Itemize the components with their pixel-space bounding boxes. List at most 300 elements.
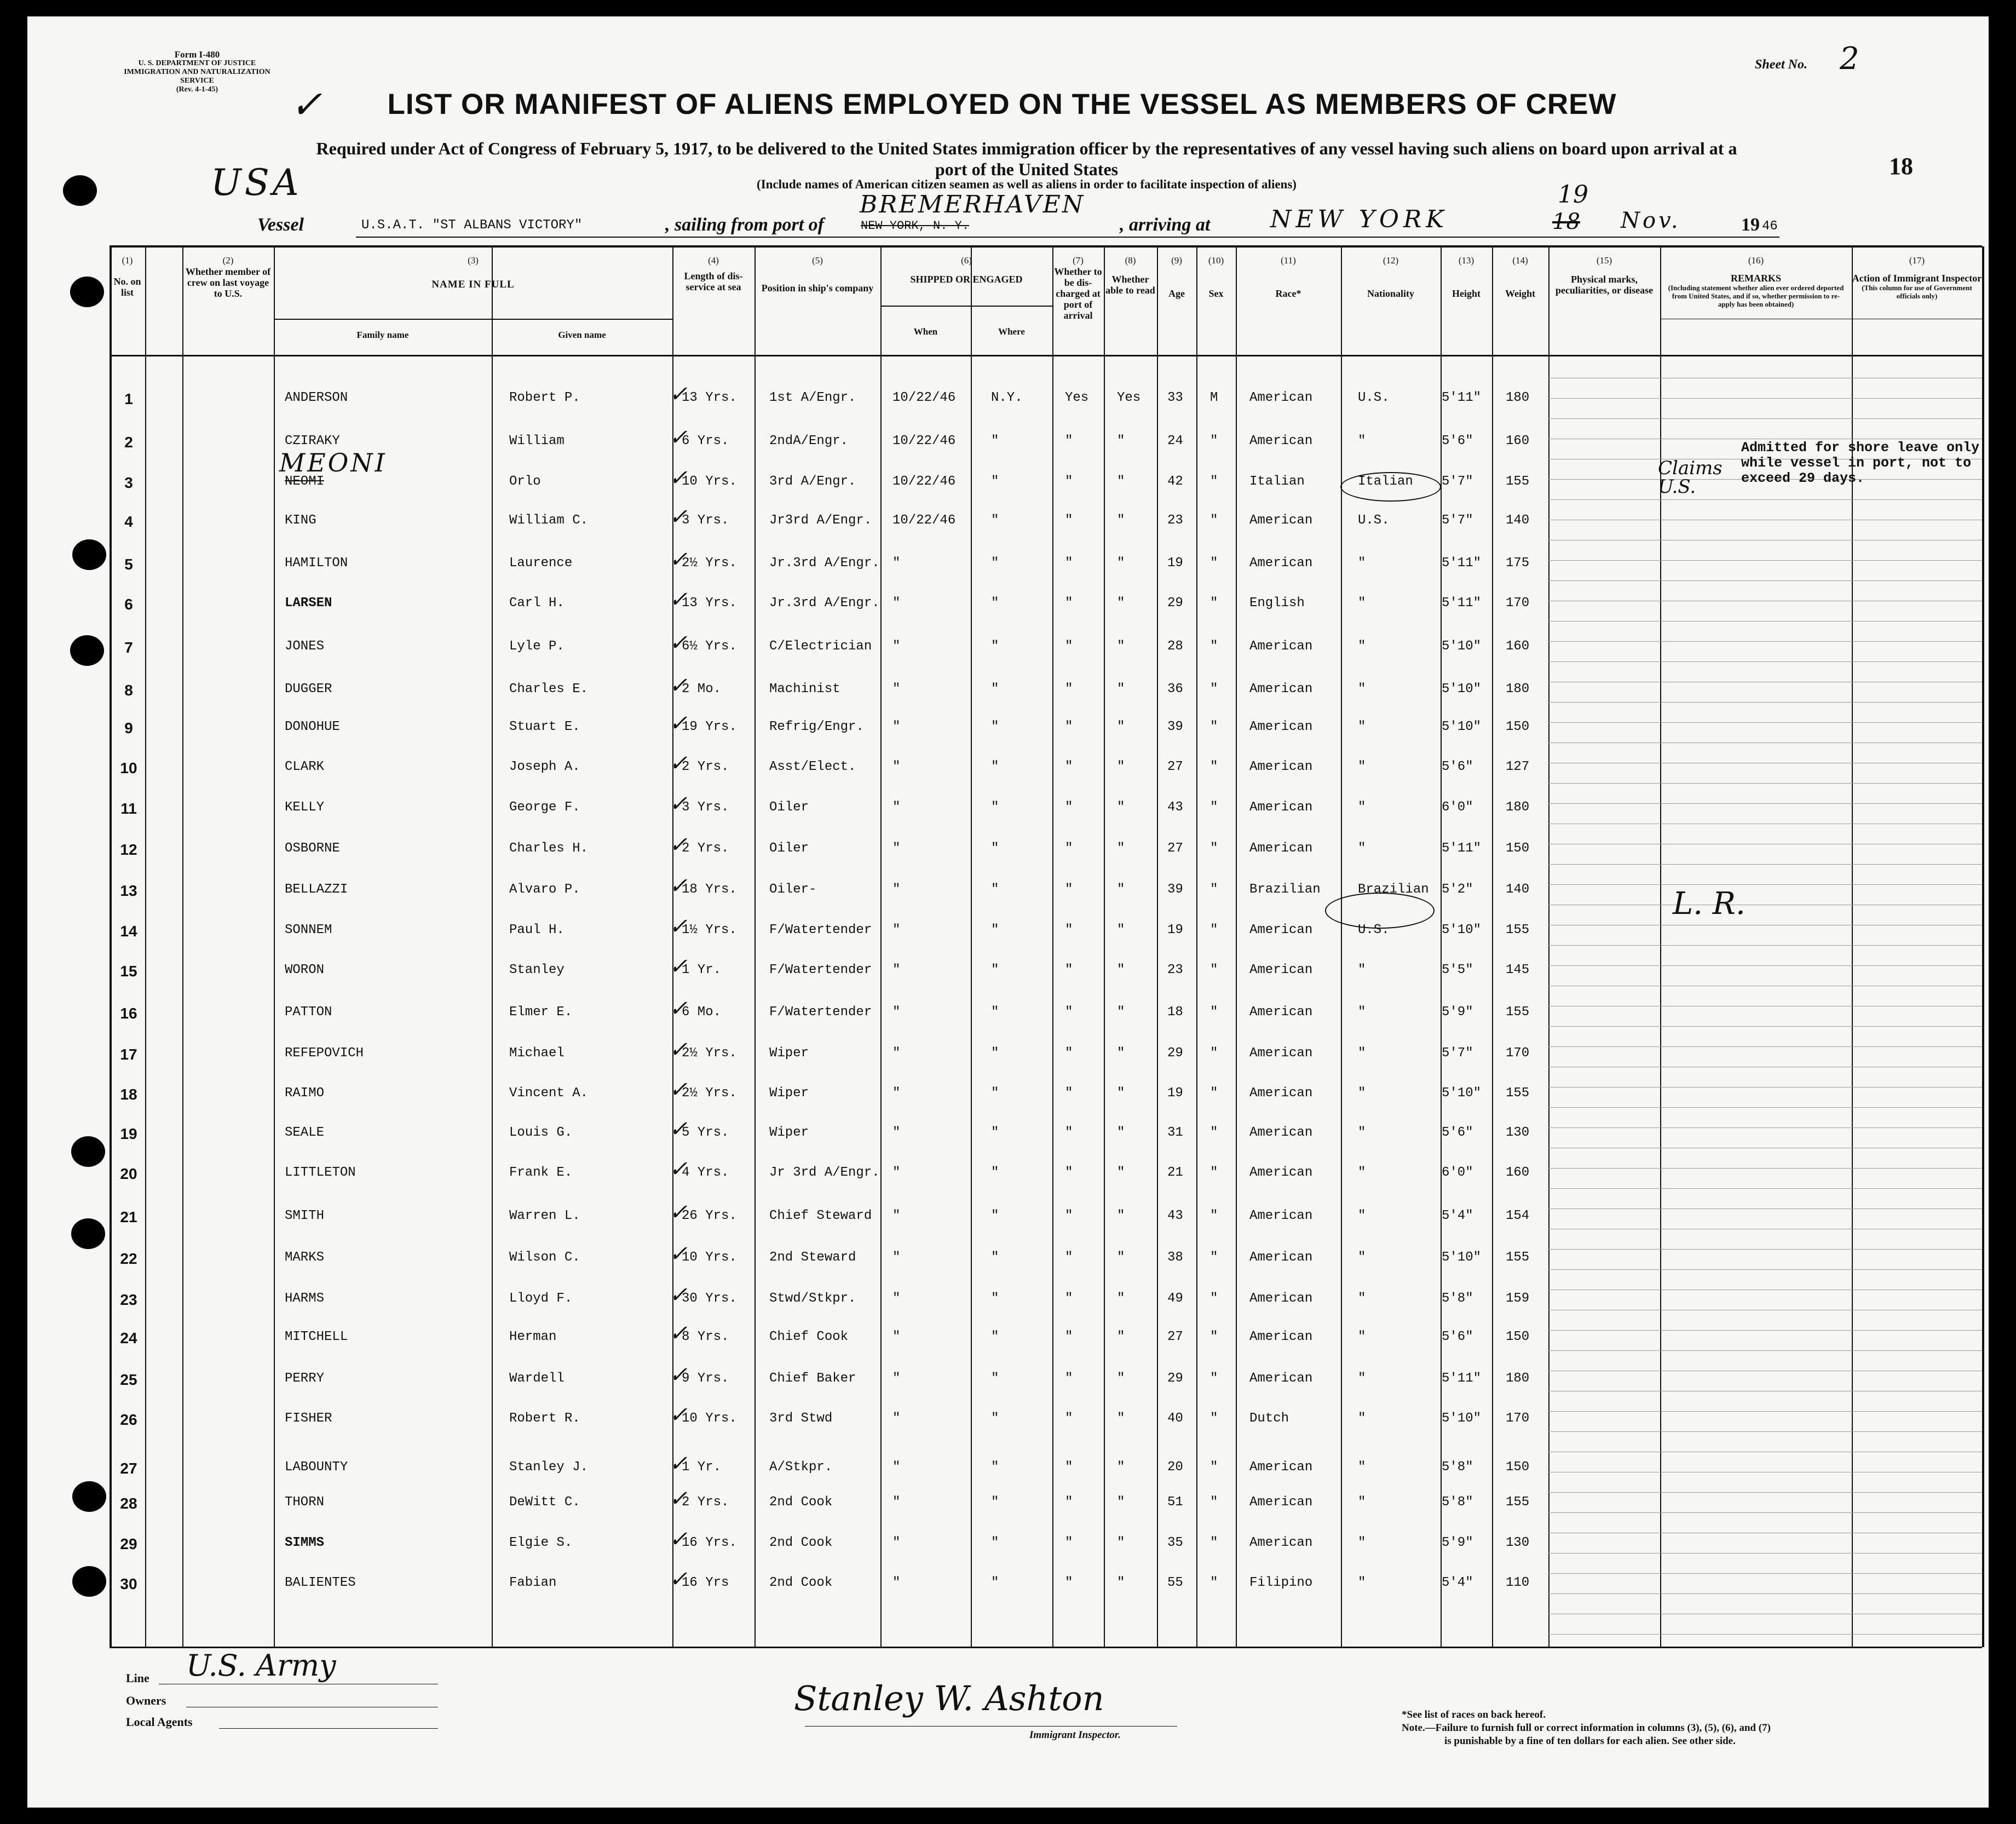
ruling-line <box>1548 1634 1982 1635</box>
sex: " <box>1210 1209 1218 1223</box>
position: Oiler <box>769 841 809 856</box>
able-to-read: " <box>1117 1291 1125 1306</box>
check-mark: ✓ <box>669 1402 688 1428</box>
weight: 145 <box>1506 963 1530 977</box>
height: 5'2" <box>1442 882 1473 897</box>
service-length: 4 Yrs. <box>682 1165 729 1180</box>
line-handwritten: U.S. Army <box>186 1648 336 1683</box>
sex: " <box>1210 720 1218 734</box>
given-name: DeWitt C. <box>509 1495 580 1510</box>
col-14-header: (14) Weight <box>1505 255 1535 299</box>
row-number: 22 <box>120 1250 137 1267</box>
shore-leave-line-3: exceed 29 days. <box>1741 470 1865 486</box>
shipped-where: " <box>991 682 999 697</box>
family-name: SEALE <box>285 1125 325 1140</box>
able-to-read: " <box>1117 1209 1125 1223</box>
height: 5'6" <box>1442 759 1473 774</box>
sailing-port-typed: NEW YORK, N. Y. <box>861 219 970 233</box>
check-mark: ✓ <box>669 1567 688 1592</box>
given-name: Stanley <box>509 963 565 977</box>
arrival-year-prefix: 19 <box>1741 215 1760 235</box>
check-mark: ✓ <box>669 914 688 939</box>
position: F/Watertender <box>769 923 872 937</box>
age: 36 <box>1167 682 1183 697</box>
sex: " <box>1210 556 1218 571</box>
height: 5'11" <box>1442 841 1482 856</box>
arrival-month: Nov. <box>1621 208 1681 233</box>
nationality: " <box>1358 759 1366 774</box>
height: 5'6" <box>1442 1330 1473 1344</box>
height: 5'7" <box>1442 1046 1473 1061</box>
column-rule <box>754 246 756 1647</box>
given-name: Carl H. <box>509 596 565 611</box>
check-mark: ✓ <box>669 1241 688 1267</box>
able-to-read: " <box>1117 1250 1125 1265</box>
nationality: " <box>1358 1460 1366 1475</box>
column-rule <box>1196 246 1197 1647</box>
service-length: 1 Yr. <box>682 963 722 977</box>
given-name: Warren L. <box>509 1209 580 1223</box>
column-rule <box>492 246 493 1647</box>
shipped-where: " <box>991 923 999 937</box>
inspector-signature: Stanley W. Ashton <box>794 1678 1104 1718</box>
shipped-when: 10/22/46 <box>892 390 956 405</box>
check-mark: ✓ <box>669 996 688 1021</box>
weight: 170 <box>1506 1411 1530 1426</box>
column-rule <box>880 246 882 1647</box>
position: 2nd Cook <box>769 1575 833 1590</box>
age: 55 <box>1167 1575 1183 1590</box>
shipped-when: " <box>892 923 901 937</box>
column-rule <box>672 246 673 1647</box>
race: Dutch <box>1249 1411 1289 1426</box>
col-5-header: (5) Position in ship's company <box>761 255 874 294</box>
race: American <box>1249 841 1313 856</box>
able-to-read: " <box>1117 596 1125 611</box>
row-number: 16 <box>120 1005 137 1022</box>
col-6b-header: Where <box>998 326 1025 337</box>
punch-hole <box>70 635 104 666</box>
family-name: HAMILTON <box>285 556 348 571</box>
footnote-penalty-2: is punishable by a fine of ten dollars for each alien. See other side. <box>1444 1735 1736 1747</box>
check-mark: ✓ <box>669 791 688 816</box>
shipped-where: " <box>991 1209 999 1223</box>
age: 28 <box>1167 639 1183 654</box>
service-length: 2½ Yrs. <box>682 1086 737 1101</box>
shipped-when: " <box>892 1125 901 1140</box>
arriving-port: NEW YORK <box>1270 205 1448 233</box>
discharged-flag: " <box>1065 759 1073 774</box>
given-name: Robert R. <box>509 1411 580 1426</box>
able-to-read: " <box>1117 1371 1125 1386</box>
position: F/Watertender <box>769 963 872 977</box>
form-department: U. S. DEPARTMENT OF JUSTICE <box>138 59 256 67</box>
shipped-when: 10/22/46 <box>892 474 956 489</box>
age: 19 <box>1167 1086 1183 1101</box>
surname-correction: MEONI <box>279 448 387 477</box>
service-length: 10 Yrs. <box>682 1250 737 1265</box>
col-7-header: (7) Whether to be dis-charged at port of arrival <box>1054 255 1102 321</box>
family-name: HARMS <box>285 1291 325 1306</box>
sex: " <box>1210 596 1218 611</box>
sex: " <box>1210 841 1218 856</box>
position: 2nd Cook <box>769 1495 833 1510</box>
discharged-flag: " <box>1065 434 1073 448</box>
check-mark: ✓ <box>669 954 688 979</box>
sex: " <box>1210 513 1218 528</box>
position: 1st A/Engr. <box>769 390 856 405</box>
age: 29 <box>1167 596 1183 611</box>
column-rule <box>1441 246 1442 1647</box>
col-6a-header: When <box>913 326 938 337</box>
column-rule <box>1982 246 1984 1647</box>
nationality-circle-italian <box>1340 472 1441 502</box>
family-name: KING <box>285 513 316 528</box>
column-rule <box>1548 246 1550 1647</box>
given-name: Vincent A. <box>509 1086 589 1101</box>
service-length: 9 Yrs. <box>682 1371 729 1386</box>
family-name: THORN <box>285 1495 325 1510</box>
age: 42 <box>1167 474 1183 489</box>
sheet-number-label: Sheet No. <box>1755 57 1807 72</box>
able-to-read: " <box>1117 759 1125 774</box>
check-mark: ✓ <box>669 1117 688 1142</box>
race: American <box>1249 923 1313 937</box>
discharged-flag: " <box>1065 1125 1073 1140</box>
row-number: 30 <box>120 1575 137 1592</box>
punch-hole <box>71 1218 105 1249</box>
name-subheader-rule <box>274 319 672 320</box>
family-name: RAIMO <box>285 1086 325 1101</box>
shipped-when: 10/22/46 <box>892 434 956 448</box>
nationality: U.S. <box>1358 513 1390 528</box>
shipped-where: " <box>991 1005 999 1020</box>
ruling-line <box>1548 702 1982 703</box>
ruling-line <box>1548 1350 1982 1351</box>
nationality: " <box>1358 1046 1366 1061</box>
shipped-where: N.Y. <box>991 390 1023 405</box>
form-number: Form I-480 <box>174 49 220 60</box>
shore-leave-line-1: Admitted for shore leave only <box>1741 440 1980 456</box>
height: 5'11" <box>1442 596 1482 611</box>
position: 2nd Cook <box>769 1535 833 1550</box>
claims-us-note: Claims U.S. <box>1658 457 1723 498</box>
nationality: " <box>1358 1575 1366 1590</box>
race: English <box>1249 596 1305 611</box>
sex: " <box>1210 639 1218 654</box>
family-name: PERRY <box>285 1371 325 1386</box>
sex: " <box>1210 1330 1218 1344</box>
weight: 155 <box>1506 1086 1530 1101</box>
nationality: " <box>1358 841 1366 856</box>
shipped-when: " <box>892 1086 901 1101</box>
age: 31 <box>1167 1125 1183 1140</box>
shipped-where: " <box>991 1535 999 1550</box>
sex: " <box>1210 1371 1218 1386</box>
position: C/Electrician <box>769 639 872 654</box>
race: American <box>1249 1495 1313 1510</box>
service-length: 6 Yrs. <box>682 434 729 448</box>
height: 5'6" <box>1442 1125 1473 1140</box>
given-name: Charles E. <box>509 682 589 697</box>
arriving-label: , arriving at <box>1120 215 1211 235</box>
weight: 155 <box>1506 923 1530 937</box>
footnote-penalty-1: Note.—Failure to furnish full or correct information in columns (3), (5), (6), and (7) <box>1402 1722 1771 1734</box>
ruling-line <box>1548 621 1982 622</box>
shipped-where: " <box>991 882 999 897</box>
discharged-flag: " <box>1065 474 1073 489</box>
race: Filipino <box>1249 1575 1313 1590</box>
nationality-circle-brazilian <box>1325 893 1435 929</box>
service-length: 13 Yrs. <box>682 596 737 611</box>
weight: 160 <box>1506 434 1530 448</box>
service-length: 6½ Yrs. <box>682 639 737 654</box>
column-rule <box>1236 246 1237 1647</box>
ruling-line <box>1548 965 1982 966</box>
weight: 155 <box>1506 1495 1530 1510</box>
age: 27 <box>1167 841 1183 856</box>
discharged-flag: " <box>1065 800 1073 815</box>
position: Jr.3rd A/Engr. <box>769 556 880 571</box>
check-mark: ✓ <box>669 382 688 407</box>
height: 5'11" <box>1442 1371 1482 1386</box>
shipped-when: " <box>892 841 901 856</box>
row-number: 13 <box>120 882 137 899</box>
sex: " <box>1210 434 1218 448</box>
sex: " <box>1210 923 1218 937</box>
manifest-sheet <box>27 16 1989 1808</box>
sex: " <box>1210 474 1218 489</box>
family-name: REFEPOVICH <box>285 1046 364 1061</box>
footnotes <box>1402 1708 1771 1748</box>
ruling-line <box>1548 1026 1982 1027</box>
sex: " <box>1210 1495 1218 1510</box>
service-length: 6 Mo. <box>682 1005 722 1020</box>
ruling-line <box>1548 945 1982 946</box>
table-top-rule <box>110 245 1982 248</box>
ruling-line <box>1548 641 1982 642</box>
discharged-flag: " <box>1065 1535 1073 1550</box>
able-to-read: " <box>1117 1495 1125 1510</box>
ruling-line <box>1548 1168 1982 1169</box>
able-to-read: " <box>1117 639 1125 654</box>
age: 43 <box>1167 800 1183 815</box>
service-length: 18 Yrs. <box>682 882 737 897</box>
given-name: Joseph A. <box>509 759 580 774</box>
column-rule <box>1492 246 1493 1647</box>
inspector-caption: Immigrant Inspector. <box>1029 1729 1121 1741</box>
nationality: " <box>1358 1371 1366 1386</box>
ruling-line <box>1548 560 1982 561</box>
nationality: " <box>1358 1165 1366 1180</box>
shipped-when: " <box>892 963 901 977</box>
shipped-where: " <box>991 720 999 734</box>
able-to-read: " <box>1117 882 1125 897</box>
sailing-label: , sailing from port of <box>665 215 824 235</box>
height: 5'11" <box>1442 556 1482 571</box>
able-to-read: " <box>1117 800 1125 815</box>
shipped-when: " <box>892 800 901 815</box>
shipped-when: " <box>892 1005 901 1020</box>
given-name: Herman <box>509 1330 557 1344</box>
row-number: 27 <box>120 1460 137 1477</box>
nationality: U.S. <box>1358 390 1390 405</box>
race: American <box>1249 1460 1313 1475</box>
height: 5'10" <box>1442 682 1482 697</box>
row-number: 28 <box>120 1495 137 1512</box>
nationality: " <box>1358 1086 1366 1101</box>
race: American <box>1249 1086 1313 1101</box>
row-number: 26 <box>120 1411 137 1428</box>
service-length: 8 Yrs. <box>682 1330 729 1344</box>
position: Wiper <box>769 1125 809 1140</box>
able-to-read: " <box>1117 1535 1125 1550</box>
agents-underline <box>219 1728 438 1729</box>
include-note: (Include names of American citizen seamen as well as aliens in order to facilitate inspection of aliens) <box>757 177 1297 191</box>
height: 5'10" <box>1442 1250 1482 1265</box>
col-10-header: (10) Sex <box>1208 255 1224 299</box>
sex: " <box>1210 759 1218 774</box>
shipped-where: " <box>991 1411 999 1426</box>
given-name: Elmer E. <box>509 1005 573 1020</box>
shipped-where: " <box>991 963 999 977</box>
column-rule <box>1341 246 1342 1647</box>
given-name: William <box>509 434 565 448</box>
able-to-read: Yes <box>1117 390 1141 405</box>
able-to-read: " <box>1117 1165 1125 1180</box>
height: 5'5" <box>1442 963 1473 977</box>
given-name: Michael <box>509 1046 565 1061</box>
weight: 180 <box>1506 1371 1530 1386</box>
discharged-flag: " <box>1065 513 1073 528</box>
given-name: Louis G. <box>509 1125 573 1140</box>
age: 27 <box>1167 1330 1183 1344</box>
shipped-when: " <box>892 1460 901 1475</box>
family-name: WORON <box>285 963 325 977</box>
given-name: Orlo <box>509 474 541 489</box>
check-mark: ✓ <box>669 547 688 572</box>
service-length: 2 Yrs. <box>682 1495 729 1510</box>
discharged-flag: " <box>1065 1165 1073 1180</box>
row-number: 12 <box>120 841 137 858</box>
ruling-line <box>1548 884 1982 885</box>
service-length: 26 Yrs. <box>682 1209 737 1223</box>
shipped-when: " <box>892 1411 901 1426</box>
shipped-where: " <box>991 1086 999 1101</box>
race: American <box>1249 1046 1313 1061</box>
position: Refrig/Engr. <box>769 720 864 734</box>
check-mark: ✓ <box>669 465 688 491</box>
form-revision: (Rev. 4-1-45) <box>176 85 218 94</box>
shipped-where: " <box>991 474 999 489</box>
discharged-flag: " <box>1065 720 1073 734</box>
discharged-flag: " <box>1065 841 1073 856</box>
shipped-when: " <box>892 1330 901 1344</box>
punch-hole <box>72 539 106 570</box>
page-title: LIST OR MANIFEST OF ALIENS EMPLOYED ON THE VESSEL AS MEMBERS OF CREW <box>387 88 1617 120</box>
sex: " <box>1210 1291 1218 1306</box>
discharged-flag: " <box>1065 1371 1073 1386</box>
weight: 170 <box>1506 596 1530 611</box>
service-length: 2 Yrs. <box>682 841 729 856</box>
service-length: 5 Yrs. <box>682 1125 729 1140</box>
discharged-flag: " <box>1065 1495 1073 1510</box>
shipped-where: " <box>991 759 999 774</box>
ruling-line <box>1548 1411 1982 1412</box>
age: 51 <box>1167 1495 1183 1510</box>
given-name: Wilson C. <box>509 1250 580 1265</box>
age: 23 <box>1167 513 1183 528</box>
weight: 150 <box>1506 1330 1530 1344</box>
service-length: 2 Yrs. <box>682 759 729 774</box>
race: American <box>1249 1291 1313 1306</box>
able-to-read: " <box>1117 923 1125 937</box>
family-name: SONNEM <box>285 923 332 937</box>
ruling-line <box>1548 580 1982 581</box>
shipped-when: " <box>892 882 901 897</box>
shipped-where: " <box>991 1125 999 1140</box>
weight: 180 <box>1506 800 1530 815</box>
weight: 150 <box>1506 841 1530 856</box>
weight: 180 <box>1506 390 1530 405</box>
col-17-header: (17) Action of Immigrant Inspector (This column for use of Government officials only) <box>1852 255 1982 300</box>
family-name: KELLY <box>285 800 325 815</box>
column-rule <box>1660 246 1661 1647</box>
vessel-label: Vessel <box>257 215 304 235</box>
shipped-when: " <box>892 556 901 571</box>
age: 19 <box>1167 923 1183 937</box>
race: American <box>1249 720 1313 734</box>
check-mark: ✓ <box>669 751 688 776</box>
given-name: Elgie S. <box>509 1535 573 1550</box>
shipped-when: " <box>892 596 901 611</box>
row-number: 5 <box>124 556 133 573</box>
ruling-line <box>1548 1431 1982 1432</box>
row-number: 23 <box>120 1291 137 1308</box>
nationality: " <box>1358 1209 1366 1223</box>
row-number: 15 <box>120 963 137 980</box>
service-length: 1 Yr. <box>682 1460 722 1475</box>
family-name: MARKS <box>285 1250 325 1265</box>
age: 27 <box>1167 759 1183 774</box>
nationality: " <box>1358 556 1366 571</box>
age: 39 <box>1167 882 1183 897</box>
age: 38 <box>1167 1250 1183 1265</box>
nationality: " <box>1358 1330 1366 1344</box>
required-line-1: Required under Act of Congress of February 5, 1917, to be delivered to the United States immigration officer by the representatives of any vessel having such aliens on board upon arrival at a <box>316 139 1737 158</box>
nationality: " <box>1358 1411 1366 1426</box>
shipped-when: " <box>892 1495 901 1510</box>
weight: 127 <box>1506 759 1530 774</box>
column-rule <box>1052 246 1053 1647</box>
ruling-line <box>1548 1573 1982 1574</box>
nationality: U.S. <box>1358 923 1390 937</box>
race: American <box>1249 1535 1313 1550</box>
nationality: " <box>1358 800 1366 815</box>
shipped-where: " <box>991 596 999 611</box>
nationality: Brazilian <box>1358 882 1429 897</box>
given-name: Lloyd F. <box>509 1291 573 1306</box>
check-mark: ✓ <box>290 82 322 127</box>
sex: " <box>1210 1411 1218 1426</box>
service-length: 2½ Yrs. <box>682 1046 737 1061</box>
sex: " <box>1210 1046 1218 1061</box>
discharged-flag: " <box>1065 1291 1073 1306</box>
age: 18 <box>1167 1005 1183 1020</box>
age: 35 <box>1167 1535 1183 1550</box>
arrival-year-suffix: 46 <box>1762 219 1778 234</box>
sex: " <box>1210 1005 1218 1020</box>
